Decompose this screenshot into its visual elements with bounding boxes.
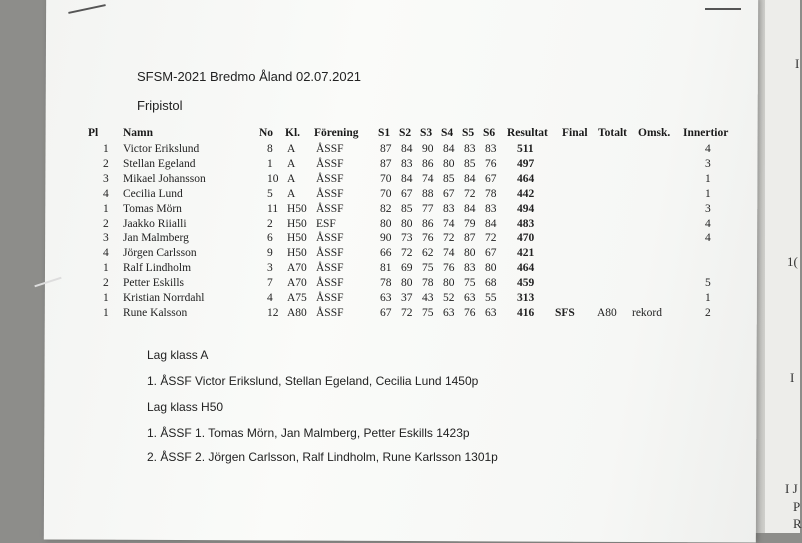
series-s1-cell: 81 (380, 262, 392, 275)
placement-cell: 1 (103, 262, 109, 275)
adjacent-page-fragment: I J (785, 481, 798, 496)
class-cell: A75 (287, 292, 307, 304)
class-cell: A (287, 187, 296, 200)
adjacent-page-fragment: 1( (787, 254, 798, 269)
inner-tens-cell: 3 (705, 202, 711, 215)
class-cell: A (287, 172, 296, 185)
adjacent-page-fragment: P (793, 499, 801, 514)
series-s4-cell: 84 (443, 143, 455, 155)
series-s6-cell: 67 (485, 247, 497, 260)
placement-cell: 4 (103, 187, 109, 200)
series-s2-cell: 37 (401, 292, 413, 304)
series-s1-cell: 70 (380, 187, 392, 200)
series-s3-cell: 78 (422, 277, 434, 290)
result-cell: 511 (517, 143, 534, 155)
result-cell: 497 (517, 157, 535, 170)
team-result-line: 1. ÅSSF 1. Tomas Mörn, Jan Malmberg, Petter Eskills 1423p (147, 426, 470, 440)
team-result-line: 1. ÅSSF Victor Erikslund, Stellan Egeland, Cecilia Lund 1450p (147, 374, 479, 388)
inner-tens-cell: 3 (705, 157, 711, 170)
name-cell: Mikael Johansson (123, 172, 206, 185)
number-cell: 8 (267, 143, 273, 155)
result-cell: 464 (517, 172, 535, 185)
series-s1-cell: 82 (380, 202, 392, 215)
class-cell: H50 (287, 217, 307, 230)
name-cell: Rune Kalsson (123, 306, 188, 319)
class-cell: H50 (287, 202, 307, 215)
number-cell: 3 (267, 262, 273, 275)
series-s5-cell: 76 (464, 306, 476, 319)
placement-cell: 1 (103, 292, 109, 304)
placement-cell: 1 (103, 306, 109, 319)
adjacent-page (765, 0, 800, 533)
column-header: Kl. (285, 127, 301, 139)
name-cell: Tomas Mörn (123, 202, 182, 215)
placement-cell: 3 (103, 232, 109, 245)
adjacent-page-fragment: I (795, 56, 800, 71)
series-s6-cell: 83 (485, 202, 497, 215)
series-s2-cell: 69 (401, 262, 413, 275)
series-s1-cell: 66 (380, 247, 392, 260)
class-cell: A (287, 143, 296, 155)
class-cell: H50 (287, 247, 307, 260)
name-cell: Jan Malmberg (123, 232, 189, 245)
number-cell: 1 (267, 157, 273, 170)
team-class-heading: Lag klass H50 (147, 400, 224, 414)
series-s5-cell: 84 (464, 172, 476, 185)
number-cell: 11 (267, 202, 279, 215)
column-header: Omsk. (638, 127, 671, 139)
series-s6-cell: 78 (485, 187, 497, 200)
result-cell: 442 (517, 187, 535, 200)
column-header: S3 (420, 127, 433, 139)
result-cell: 494 (517, 202, 535, 215)
omsk-cell: rekord (632, 306, 663, 319)
series-s2-cell: 67 (401, 187, 413, 200)
series-s6-cell: 68 (485, 277, 497, 290)
pin-mark (705, 8, 741, 10)
column-header: S2 (399, 127, 412, 139)
number-cell: 7 (267, 277, 273, 290)
series-s4-cell: 63 (443, 306, 455, 319)
name-cell: Stellan Egeland (123, 157, 196, 170)
inner-tens-cell: 4 (705, 217, 711, 230)
series-s5-cell: 83 (464, 262, 476, 275)
column-header: S6 (483, 127, 496, 139)
number-cell: 12 (267, 306, 279, 319)
series-s4-cell: 52 (443, 292, 455, 304)
team-class-heading: Lag klass A (147, 348, 209, 362)
column-header: Totalt (598, 127, 627, 139)
class-cell: A70 (287, 262, 307, 275)
name-cell: Cecilia Lund (123, 187, 183, 200)
total-cell: A80 (597, 306, 617, 319)
placement-cell: 4 (103, 247, 109, 260)
series-s2-cell: 85 (401, 202, 413, 215)
club-cell: ÅSSF (316, 277, 344, 290)
series-s5-cell: 83 (464, 143, 476, 155)
number-cell: 2 (267, 217, 273, 230)
series-s5-cell: 75 (464, 277, 476, 290)
series-s6-cell: 80 (485, 262, 497, 275)
result-cell: 416 (517, 306, 535, 319)
club-cell: ÅSSF (316, 247, 344, 260)
column-header: Förening (314, 127, 359, 139)
series-s3-cell: 86 (422, 157, 434, 170)
series-s3-cell: 90 (422, 143, 434, 155)
series-s5-cell: 85 (464, 157, 476, 170)
series-s6-cell: 67 (485, 172, 497, 185)
placement-cell: 2 (103, 277, 109, 290)
series-s1-cell: 78 (380, 277, 392, 290)
inner-tens-cell: 1 (705, 292, 711, 304)
inner-tens-cell: 4 (705, 143, 711, 155)
series-s6-cell: 72 (485, 232, 497, 245)
series-s3-cell: 62 (422, 247, 434, 260)
club-cell: ÅSSF (316, 143, 344, 155)
series-s4-cell: 80 (443, 277, 455, 290)
class-cell: A (287, 157, 296, 170)
club-cell: ÅSSF (316, 157, 344, 170)
name-cell: Jaakko Riialli (123, 217, 187, 230)
placement-cell: 1 (103, 202, 109, 215)
series-s4-cell: 80 (443, 157, 455, 170)
column-header: S1 (378, 127, 391, 139)
adjacent-page-fragment: R (793, 516, 802, 531)
name-cell: Jörgen Carlsson (123, 247, 197, 260)
series-s3-cell: 86 (422, 217, 434, 230)
series-s1-cell: 70 (380, 172, 392, 185)
name-cell: Ralf Lindholm (123, 262, 192, 275)
club-cell: ÅSSF (316, 187, 344, 200)
result-cell: 421 (517, 247, 535, 260)
series-s2-cell: 73 (401, 232, 413, 245)
series-s5-cell: 84 (464, 202, 476, 215)
series-s1-cell: 67 (380, 306, 392, 319)
inner-tens-cell: 5 (705, 277, 711, 290)
inner-tens-cell: 4 (705, 232, 711, 245)
number-cell: 5 (267, 187, 273, 200)
name-cell: Petter Eskills (123, 277, 185, 290)
class-cell: H50 (287, 232, 307, 245)
series-s3-cell: 77 (422, 202, 434, 215)
series-s5-cell: 63 (464, 292, 476, 304)
column-header: S5 (462, 127, 475, 139)
club-cell: ÅSSF (316, 292, 344, 304)
series-s4-cell: 74 (443, 217, 455, 230)
series-s4-cell: 72 (443, 232, 455, 245)
series-s6-cell: 76 (485, 157, 497, 170)
column-header: Namn (123, 127, 154, 139)
series-s2-cell: 72 (401, 247, 413, 260)
inner-tens-cell: 2 (705, 306, 711, 319)
series-s4-cell: 67 (443, 187, 455, 200)
series-s1-cell: 87 (380, 157, 392, 170)
placement-cell: 2 (103, 217, 109, 230)
column-header: Final (562, 127, 588, 139)
series-s5-cell: 79 (464, 217, 476, 230)
series-s2-cell: 80 (401, 217, 413, 230)
class-cell: A70 (287, 277, 307, 290)
column-header: No (259, 127, 274, 139)
series-s2-cell: 84 (401, 143, 413, 155)
series-s2-cell: 84 (401, 172, 413, 185)
document-title: SFSM-2021 Bredmo Åland 02.07.2021 (137, 69, 362, 84)
club-cell: ÅSSF (316, 306, 344, 319)
final-cell: SFS (555, 306, 575, 319)
series-s2-cell: 80 (401, 277, 413, 290)
placement-cell: 1 (103, 143, 109, 155)
series-s4-cell: 85 (443, 172, 455, 185)
series-s6-cell: 55 (485, 292, 497, 304)
placement-cell: 3 (103, 172, 109, 185)
series-s3-cell: 76 (422, 232, 434, 245)
adjacent-page-fragment: I (790, 370, 795, 385)
series-s3-cell: 43 (422, 292, 434, 304)
placement-cell: 2 (103, 157, 109, 170)
series-s4-cell: 74 (443, 247, 455, 260)
name-cell: Kristian Norrdahl (123, 292, 205, 304)
result-cell: 313 (517, 292, 535, 304)
series-s6-cell: 83 (485, 143, 497, 155)
club-cell: ÅSSF (316, 172, 344, 185)
number-cell: 10 (267, 172, 279, 185)
series-s3-cell: 74 (422, 172, 434, 185)
series-s5-cell: 72 (464, 187, 476, 200)
document-subtitle: Fripistol (137, 98, 183, 113)
club-cell: ÅSSF (316, 202, 344, 215)
result-cell: 459 (517, 277, 535, 290)
series-s5-cell: 80 (464, 247, 476, 260)
column-header: S4 (441, 127, 454, 139)
series-s3-cell: 88 (422, 187, 434, 200)
series-s6-cell: 63 (485, 306, 497, 319)
series-s1-cell: 63 (380, 292, 392, 304)
series-s1-cell: 80 (380, 217, 392, 230)
series-s4-cell: 76 (443, 262, 455, 275)
series-s2-cell: 72 (401, 306, 413, 319)
number-cell: 9 (267, 247, 273, 260)
series-s3-cell: 75 (422, 306, 434, 319)
club-cell: ÅSSF (316, 262, 344, 275)
result-cell: 464 (517, 262, 535, 275)
inner-tens-cell: 1 (705, 172, 711, 185)
number-cell: 6 (267, 232, 273, 245)
team-result-line: 2. ÅSSF 2. Jörgen Carlsson, Ralf Lindholm, Rune Karlsson 1301p (147, 450, 498, 464)
series-s5-cell: 87 (464, 232, 476, 245)
column-header: Resultat (507, 127, 548, 139)
result-cell: 483 (517, 217, 535, 230)
series-s4-cell: 83 (443, 202, 455, 215)
column-header: Innertior (683, 127, 729, 139)
inner-tens-cell: 1 (705, 187, 711, 200)
series-s1-cell: 87 (380, 143, 392, 155)
number-cell: 4 (267, 292, 273, 304)
column-header: Pl (88, 127, 99, 139)
club-cell: ESF (316, 217, 336, 230)
name-cell: Victor Erikslund (123, 143, 200, 155)
series-s2-cell: 83 (401, 157, 413, 170)
club-cell: ÅSSF (316, 232, 344, 245)
series-s3-cell: 75 (422, 262, 434, 275)
result-cell: 470 (517, 232, 535, 245)
series-s1-cell: 90 (380, 232, 392, 245)
series-s6-cell: 84 (485, 217, 497, 230)
class-cell: A80 (287, 306, 307, 319)
